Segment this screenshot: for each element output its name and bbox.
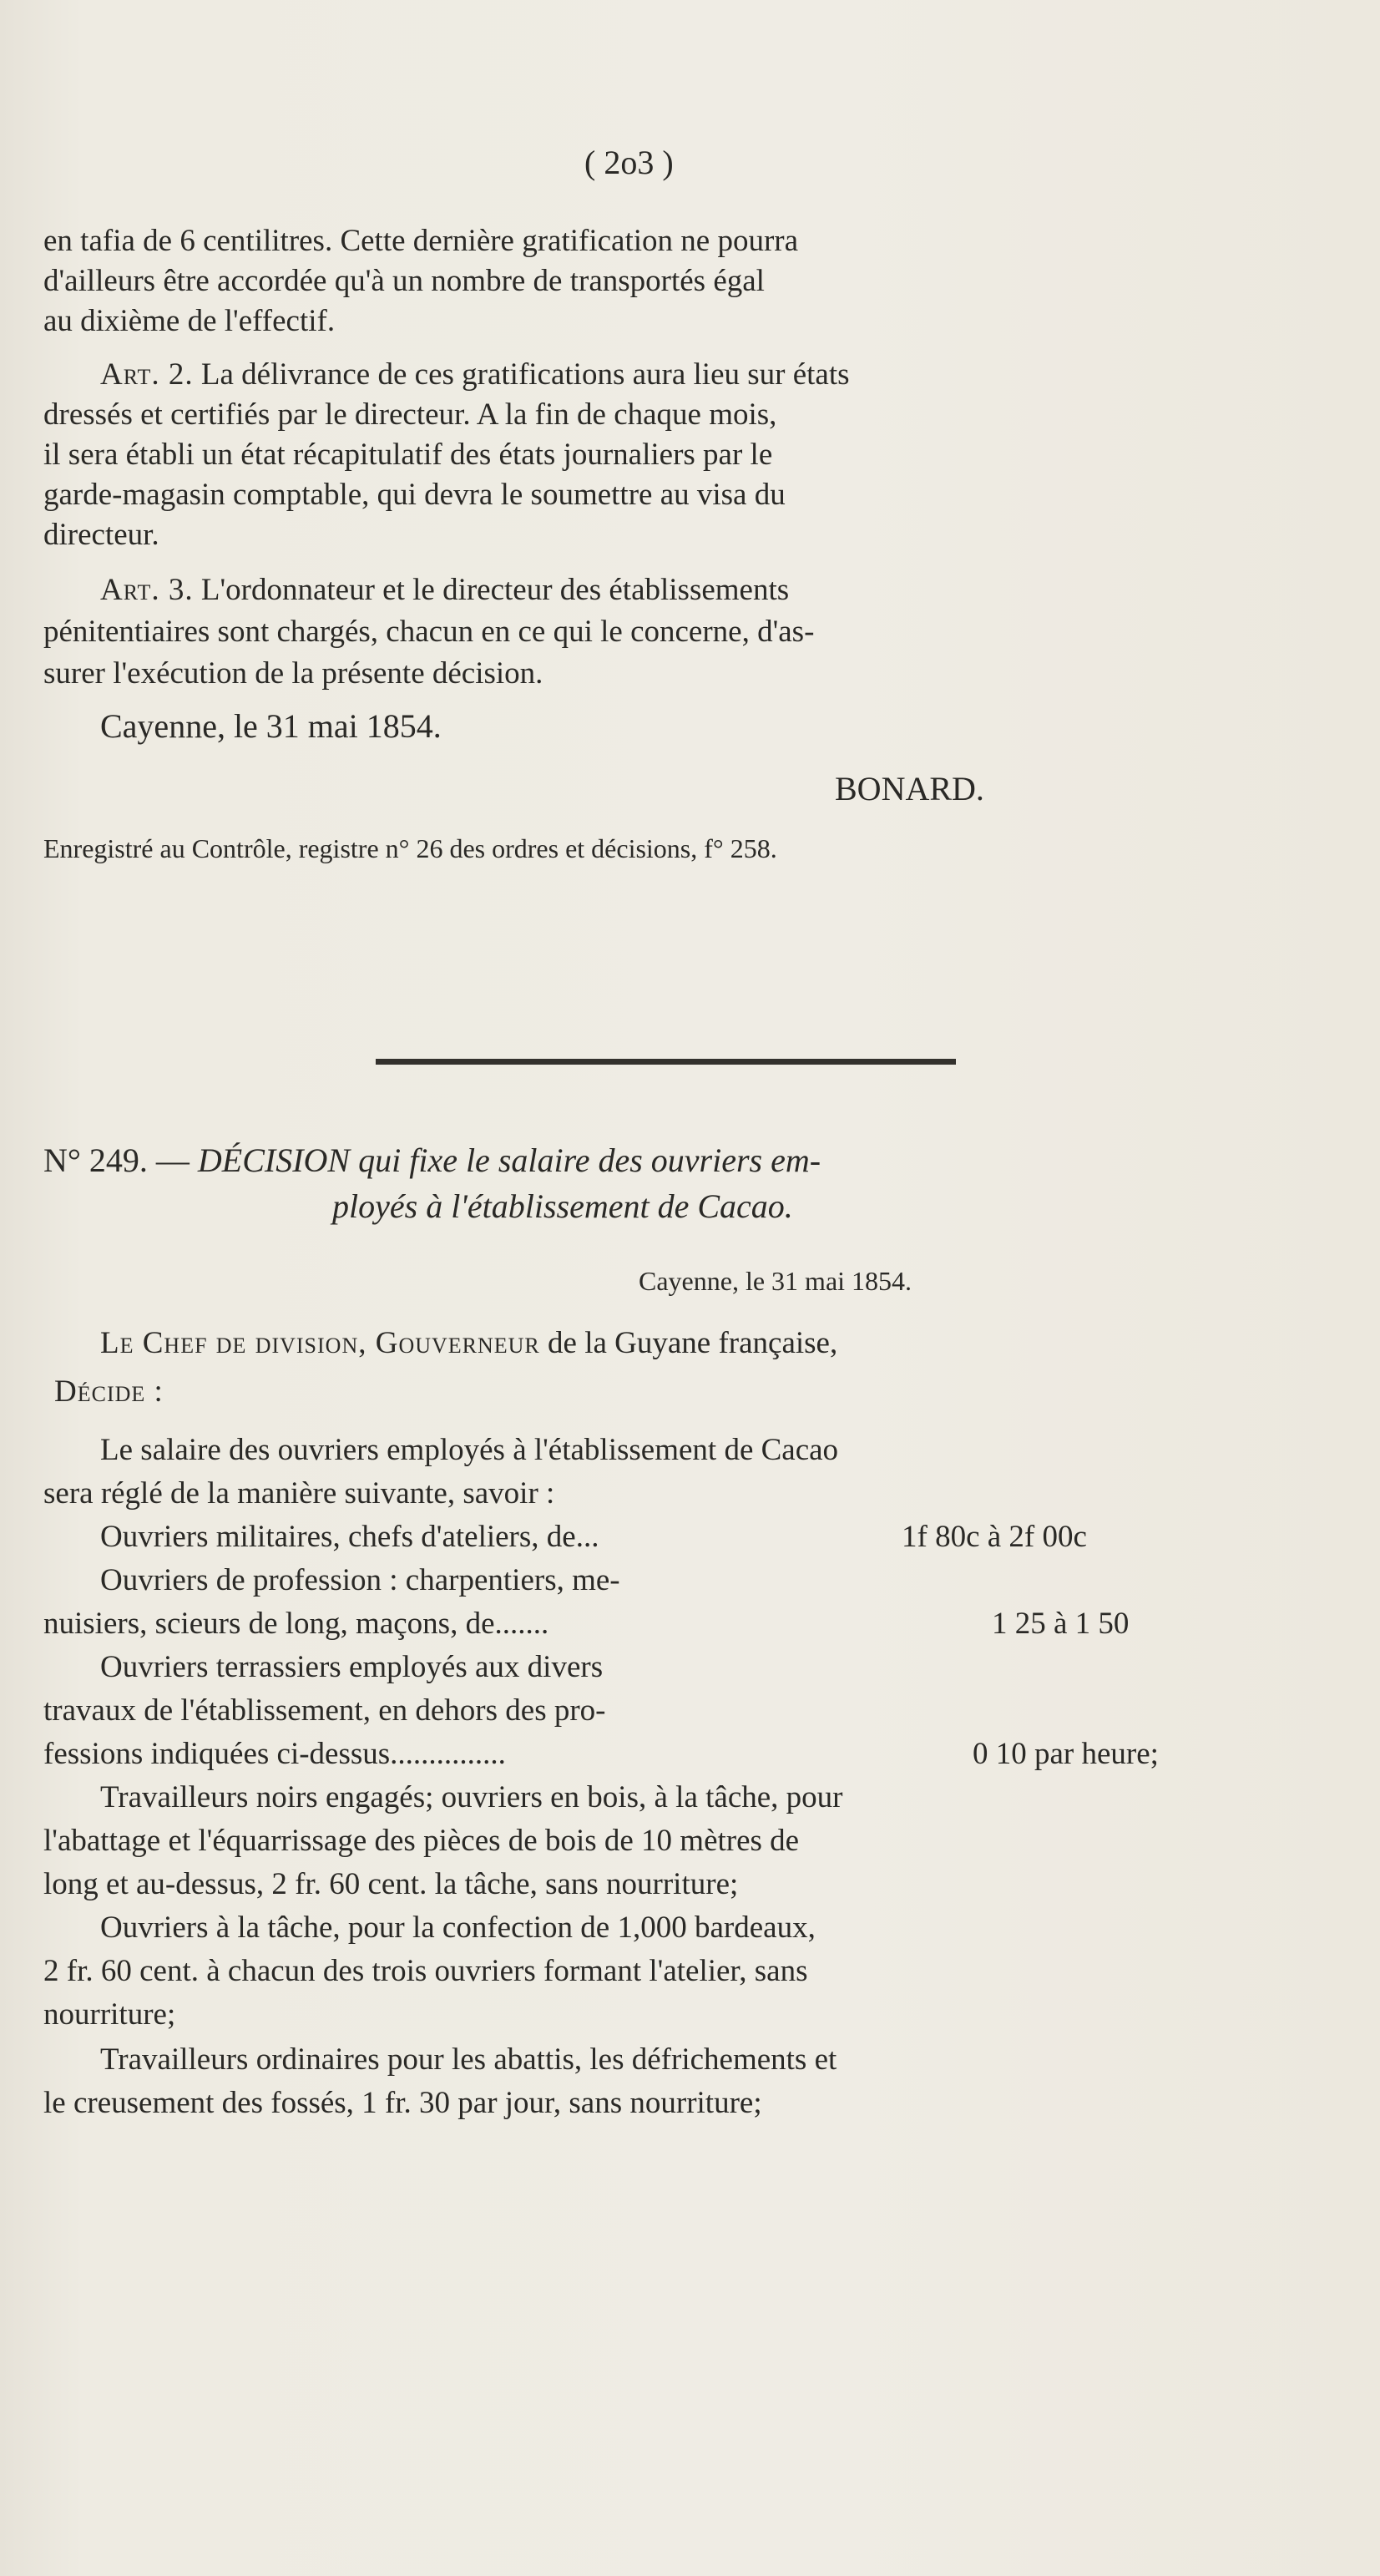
- ordinaires-line-1: Travailleurs ordinaires pour les abattis, les défrichements et: [100, 2042, 837, 2077]
- noirs-line-2: l'abattage et l'équarrissage des pièces de bois de 10 mètres de: [43, 1824, 800, 1858]
- decision-title-line-1: [43, 1141, 821, 1179]
- noirs-line-3: long et au-dessus, 2 fr. 60 cent. la tâche, sans nourriture;: [43, 1867, 739, 1901]
- art2-line-2: dressés et certifiés par le directeur. A la fin de chaque mois,: [43, 397, 777, 432]
- item-terrassiers-line-3: fessions indiquées ci-dessus...............: [43, 1737, 506, 1771]
- art3-line-3: surer l'exécution de la présente décision.: [43, 656, 543, 691]
- item-terrassiers-value: 0 10 par heure;: [973, 1737, 1159, 1771]
- top-line-2: d'ailleurs être accordée qu'à un nombre de transportés égal: [43, 264, 765, 298]
- item-profession-value: 1 25 à 1 50: [992, 1607, 1130, 1641]
- art3-line-1: [100, 574, 789, 605]
- date-line: Cayenne, le 31 mai 1854.: [100, 707, 442, 745]
- tache-line-1: Ouvriers à la tâche, pour la confection de 1,000 bardeaux,: [100, 1910, 816, 1945]
- item-militaires: [100, 1521, 599, 1552]
- tache-line-3: nourriture;: [43, 1997, 176, 2032]
- item-terrassiers-line-1: Ouvriers terrassiers employés aux divers: [100, 1650, 604, 1684]
- noirs-line-1: Travailleurs noirs engagés; ouvriers en bois, à la tâche, pour: [100, 1780, 843, 1814]
- art2-line-1: [100, 359, 850, 390]
- signature: BONARD.: [835, 770, 984, 807]
- decision-title: DÉCISION qui fixe le salaire des ouvriers em-: [197, 1141, 821, 1179]
- ordinaires-line-2: le creusement des fossés, 1 fr. 30 par jour, sans nourriture;: [43, 2086, 762, 2120]
- item-profession-line-1: Ouvriers de profession : charpentiers, me-: [100, 1563, 620, 1597]
- art2-line-5: directeur.: [43, 518, 159, 552]
- registration-note: Enregistré au Contrôle, registre n° 26 des ordres et décisions, f° 258.: [43, 833, 777, 863]
- intro-line-2: sera réglé de la manière suivante, savoir :: [43, 1476, 555, 1511]
- top-line-1: en tafia de 6 centilitres. Cette dernière gratification ne pourra: [43, 224, 799, 258]
- item-terrassiers-line-2: travaux de l'établissement, en dehors des pro-: [43, 1693, 606, 1728]
- art2-label: Art. 2.: [100, 357, 194, 392]
- intro-line-1: Le salaire des ouvriers employés à l'établissement de Cacao: [100, 1433, 839, 1467]
- art2-text: La délivrance de ces gratifications aura lieu sur états: [200, 357, 850, 392]
- decision-title-line-2: ployés à l'établissement de Cacao.: [332, 1187, 793, 1225]
- item-militaires-value: 1f 80c à 2f 00c: [902, 1520, 1087, 1554]
- top-line-3: au dixième de l'effectif.: [43, 304, 336, 338]
- decide-label: Décide :: [54, 1374, 164, 1409]
- page-number: ( 2o3 ): [584, 144, 674, 181]
- art2-line-3: il sera établi un état récapitulatif des états journaliers par le: [43, 438, 773, 472]
- decision-dateline: Cayenne, le 31 mai 1854.: [639, 1266, 912, 1296]
- art2-line-4: garde-magasin comptable, qui devra le soumettre au visa du: [43, 478, 786, 512]
- issuer-territory: de la Guyane française,: [539, 1326, 838, 1360]
- section-divider: [376, 1059, 956, 1065]
- decision-number: N° 249. —: [43, 1141, 190, 1179]
- tache-line-2: 2 fr. 60 cent. à chacun des trois ouvriers formant l'atelier, sans: [43, 1954, 808, 1988]
- decision-header: [100, 1328, 837, 1359]
- art3-line-2: pénitentiaires sont chargés, chacun en ce qui le concerne, d'as-: [43, 615, 815, 649]
- item-profession-line-2: nuisiers, scieurs de long, maçons, de.......: [43, 1607, 549, 1641]
- art3-label: Art. 3.: [100, 573, 194, 607]
- item-militaires-text: Ouvriers militaires, chefs d'ateliers, de...: [100, 1520, 599, 1554]
- issuer-title: Le Chef de division, Gouverneur: [100, 1326, 540, 1360]
- art3-text: L'ordonnateur et le directeur des établissements: [200, 573, 790, 607]
